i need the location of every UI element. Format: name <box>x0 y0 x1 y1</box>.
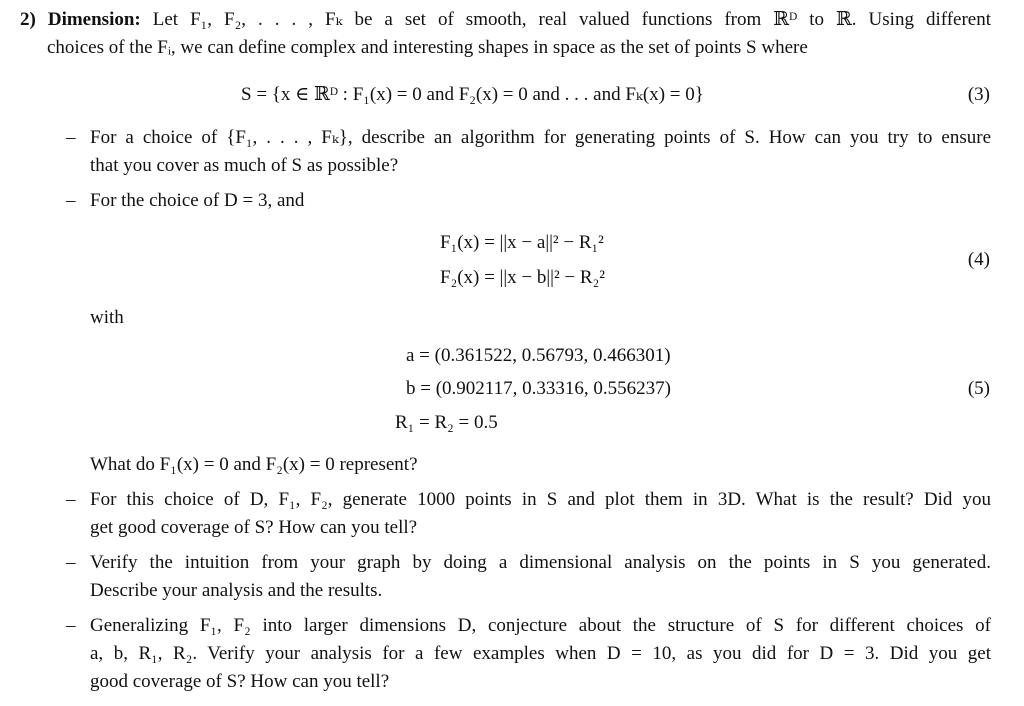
equation-5-line-2: b = (0.902117, 0.33316, 0.556237) <box>406 378 671 399</box>
bullet-5-line-3: good coverage of S? How can you tell? <box>90 671 390 692</box>
bullet-5-line-2: a, b, R₁, R₂. Verify your analysis for a few examples when D = 10, as you did for D = 3. Did you get <box>90 643 991 664</box>
bullet-2-line-1: For the choice of D = 3, and <box>90 190 305 211</box>
bullet-5-line-1: Generalizing F₁, F₂ into larger dimensions D, conjecture about the structure of S for different choices of <box>90 615 991 636</box>
equation-3: S = {x ∈ ℝᴰ : F₁(x) = 0 and F₂(x) = 0 and . . . and Fₖ(x) = 0} <box>241 84 704 105</box>
bullet-4-line-2: Describe your analysis and the results. <box>90 580 383 601</box>
equation-4-line-1: F₁(x) = ||x − a||² − R₁² <box>440 232 604 253</box>
equation-4-number: (4) <box>967 249 990 270</box>
bullet-1-line-1: For a choice of {F₁, . . . , Fₖ}, describe an algorithm for generating points of S. How can you try to ensure <box>90 127 991 148</box>
equation-5-line-3: R₁ = R₂ = 0.5 <box>395 412 498 433</box>
bullet-3-line-1: For this choice of D, F₁, F₂, generate 1000 points in S and plot them in 3D. What is the result? Did you <box>90 489 991 510</box>
with-label: with <box>90 307 124 328</box>
equation-5-line-1: a = (0.361522, 0.56793, 0.466301) <box>406 345 671 366</box>
equation-5-number: (5) <box>967 378 990 399</box>
bullet-3-line-2: get good coverage of S? How can you tell? <box>90 517 418 538</box>
representation-question: What do F₁(x) = 0 and F₂(x) = 0 represent? <box>90 454 418 475</box>
bullet-mark: – <box>66 552 76 573</box>
problem-intro-line-2: choices of the Fᵢ, we can define complex and interesting shapes in space as the set of points S where <box>47 37 808 58</box>
bullet-mark: – <box>66 127 76 148</box>
problem-title: Dimension: <box>47 9 141 30</box>
equation-3-number: (3) <box>967 84 990 105</box>
bullet-4-line-1: Verify the intuition from your graph by doing a dimensional analysis on the points in S you generated. <box>90 552 991 573</box>
problem-number: 2) <box>20 9 36 30</box>
problem-intro-line-1 <box>20 6 991 34</box>
bullet-mark: – <box>66 190 76 211</box>
bullet-1-line-2: that you cover as much of S as possible? <box>90 155 399 176</box>
problem-intro-text-1: Let F₁, F₂, . . . , Fₖ be a set of smooth, real valued functions from ℝᴰ to ℝ. Using different <box>152 9 992 30</box>
bullet-mark: – <box>66 489 76 510</box>
bullet-mark: – <box>66 615 76 636</box>
equation-4-line-2: F₂(x) = ||x − b||² − R₂² <box>440 267 605 288</box>
